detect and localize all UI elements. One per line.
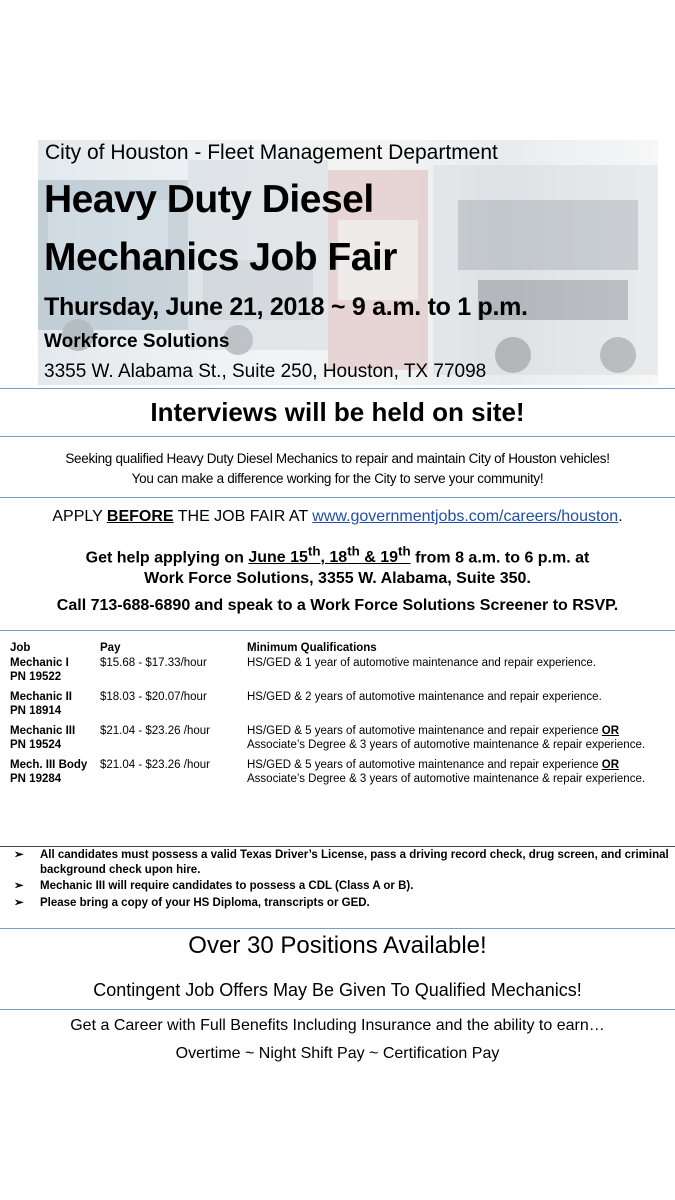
- table-row: [10, 753, 662, 787]
- apply-before-emphasis: BEFORE: [106, 508, 174, 525]
- contingent-offers: Contingent Job Offers May Be Given To Qualified Mechanics!: [93, 980, 582, 1000]
- divider: [0, 497, 675, 498]
- job-title: Mech. III Body PN 19284: [10, 758, 88, 785]
- positions-table: [10, 641, 662, 787]
- divider: [0, 630, 675, 631]
- interviews-banner: Interviews will be held on site!: [150, 397, 525, 427]
- careers-link[interactable]: www.governmentjobs.com/careers/houston: [312, 508, 619, 525]
- table-row: [10, 685, 662, 719]
- job-qualification: HS/GED & 2 years of automotive maintenance and repair experience.: [247, 690, 602, 703]
- divider: [0, 928, 675, 929]
- job-pay: $15.68 - $17.33/hour: [100, 656, 207, 669]
- positions-available: Over 30 Positions Available!: [188, 932, 487, 959]
- title-line-1: Heavy Duty Diesel: [44, 178, 374, 221]
- arrow-bullet-icon: ➢: [14, 896, 24, 909]
- career-benefits: Get a Career with Full Benefits Including Insurance and the ability to earn…: [70, 1017, 605, 1034]
- event-date-time: Thursday, June 21, 2018 ~ 9 a.m. to 1 p.m.: [44, 293, 528, 321]
- venue-name: Workforce Solutions: [44, 331, 230, 352]
- header-job: Job: [10, 642, 31, 654]
- arrow-bullet-icon: ➢: [14, 849, 24, 861]
- seeking-line-2: You can make a difference working for the City to serve your community!: [131, 471, 544, 486]
- help-dates: June 15th, 18th & 19th: [248, 544, 411, 567]
- rsvp-call-line: Call 713-688-6890 and speak to a Work Force Solutions Screener to RSVP.: [56, 597, 619, 614]
- arrow-bullet-icon: ➢: [14, 880, 24, 892]
- job-pay: $21.04 - $23.26 /hour: [100, 724, 210, 737]
- divider: [0, 388, 675, 389]
- requirements-list: [14, 848, 674, 912]
- apply-line: APPLY BEFORE THE JOB FAIR AT www.governmentjobs.com/careers/houston.: [52, 508, 623, 525]
- header-pay: Pay: [100, 642, 121, 654]
- help-applying-line: Get help applying on June 15th, 18th & 19th from 8 a.m. to 6 p.m. at: [85, 544, 590, 567]
- divider: [0, 1009, 675, 1010]
- seeking-line-1: Seeking qualified Heavy Duty Diesel Mechanics to repair and maintain City of Houston vehicles!: [65, 451, 610, 466]
- job-qualification: HS/GED & 5 years of automotive maintenance and repair experience OR Associate’s Degree & 3 years of automotive maintenance & repair experience.: [247, 724, 646, 751]
- job-title: Mechanic II PN 18914: [10, 690, 72, 717]
- job-title: Mechanic I PN 19522: [10, 656, 69, 683]
- title-line-2: Mechanics Job Fair: [44, 236, 397, 279]
- table-row: [10, 719, 662, 753]
- table-header-row: [10, 641, 662, 656]
- list-item: ➢ Please bring a copy of your HS Diploma, transcripts or GED.: [14, 896, 370, 909]
- divider: [0, 846, 675, 847]
- job-qualification: HS/GED & 1 year of automotive maintenance and repair experience.: [247, 656, 597, 669]
- venue-address: 3355 W. Alabama St., Suite 250, Houston, TX 77098: [44, 361, 487, 382]
- department-heading: City of Houston - Fleet Management Department: [45, 141, 498, 164]
- pay-types: Overtime ~ Night Shift Pay ~ Certification Pay: [175, 1045, 500, 1062]
- job-pay: $21.04 - $23.26 /hour: [100, 758, 210, 771]
- list-item: ➢ Mechanic III will require candidates to possess a CDL (Class A or B).: [14, 880, 414, 892]
- list-item: ➢ All candidates must possess a valid Texas Driver’s License, pass a driving record check, drug screen, and criminal background check upon hire.: [14, 849, 669, 876]
- job-title: Mechanic III PN 19524: [10, 724, 76, 751]
- header-qualifications: Minimum Qualifications: [247, 642, 377, 654]
- job-pay: $18.03 - $20.07/hour: [100, 690, 207, 703]
- table-row: [10, 656, 662, 685]
- divider: [0, 436, 675, 437]
- job-qualification: HS/GED & 5 years of automotive maintenance and repair experience OR Associate’s Degree & 3 years of automotive maintenance & repair experience.: [247, 758, 646, 785]
- help-location: Work Force Solutions, 3355 W. Alabama, Suite 350.: [144, 570, 531, 587]
